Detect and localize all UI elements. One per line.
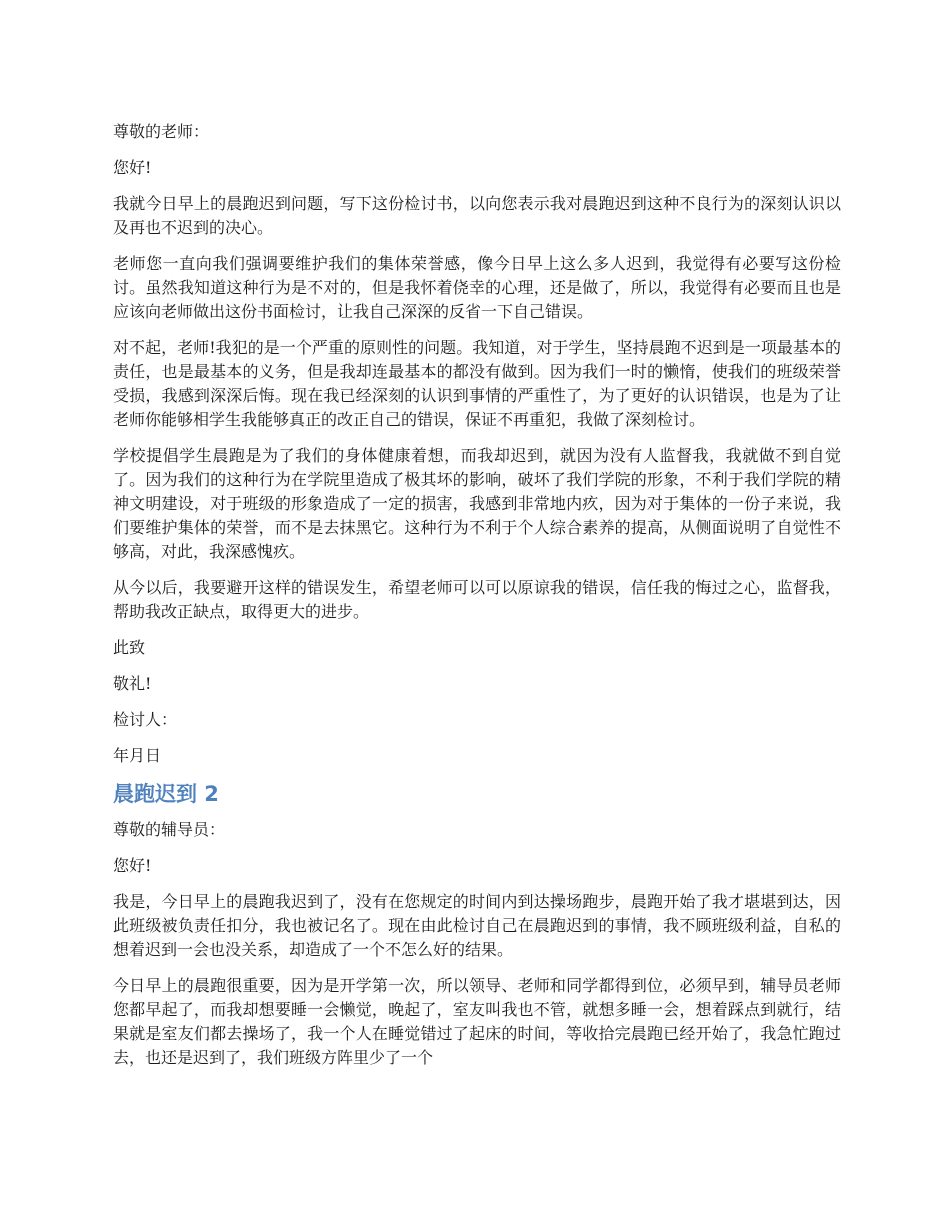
closing-salute: 敬礼! [113,674,152,693]
paragraph: 学校提倡学生晨跑是为了我们的身体健康着想，而我却迟到，就因为没有人监督我，我就做不到自觉了。因为我们的这种行为在学院里造成了极其坏的影响，破坏了我们学院的形象，不利于我们学院的精神文明建设，对于班级的形象造成了一定的损害，我感到非常地内疚，因为对于集体的一份子来说，我们要维护集体的荣誉，而不是去抹黑它。这种行为不利于个人综合素养的提高，从侧面说明了自觉性不够高，对此，我深感愧疚。 [113,446,841,561]
document-page [113,120,841,1082]
section-heading: 晨跑迟到 2 [113,782,219,806]
greeting: 您好! [113,158,152,177]
salutation: 尊敬的辅导员： [113,820,226,839]
paragraph: 从今以后，我要避开这样的错误发生，希望老师可以可以原谅我的错误，信任我的悔过之心，监督我，帮助我改正缺点，取得更大的进步。 [113,578,841,621]
greeting: 您好! [113,856,152,875]
paragraph: 对不起，老师!我犯的是一个严重的原则性的问题。我知道，对于学生，坚持晨跑不迟到是一项最基本的责任，也是最基本的义务，但是我却连最基本的都没有做到。因为我们一时的懒惰，使我们的班级荣誉受损，我感到深深后悔。现在我已经深刻的认识到事情的严重性了，为了更好的认识错误，也是为了让老师你能够相学生我能够真正的改正自己的错误，保证不再重犯，我做了深刻检讨。 [113,338,841,429]
salutation: 尊敬的老师： [113,122,210,141]
closing-line: 此致 [113,638,146,657]
paragraph: 老师您一直向我们强调要维护我们的集体荣誉感，像今日早上这么多人迟到，我觉得有必要写这份检讨。虽然我知道这种行为是不对的，但是我怀着侥幸的心理，还是做了，所以，我觉得有必要而且也是应该向老师做出这份书面检讨，让我自己深深的反省一下自己错误。 [113,254,841,321]
date-line: 年月日 [113,746,162,765]
paragraph: 今日早上的晨跑很重要，因为是开学第一次，所以领导、老师和同学都得到位，必须早到，辅导员老师您都早起了，而我却想要睡一会懒觉，晚起了，室友叫我也不管，就想多睡一会，想着踩点到就行，结果就是室友们都去操场了，我一个人在睡觉错过了起床的时间，等收拾完晨跑已经开始了，我急忙跑过去，也还是迟到了，我们班级方阵里少了一个 [113,976,841,1067]
signer-line: 检讨人： [113,710,178,729]
paragraph: 我是，今日早上的晨跑我迟到了，没有在您规定的时间内到达操场跑步，晨跑开始了我才堪堪到达，因此班级被负责任扣分，我也被记名了。现在由此检讨自己在晨跑迟到的事情，我不顾班级利益，自私的想着迟到一会也没关系，却造成了一个不怎么好的结果。 [113,892,841,959]
paragraph: 我就今日早上的晨跑迟到问题，写下这份检讨书，以向您表示我对晨跑迟到这种不良行为的深刻认识以及再也不迟到的决心。 [113,194,841,237]
